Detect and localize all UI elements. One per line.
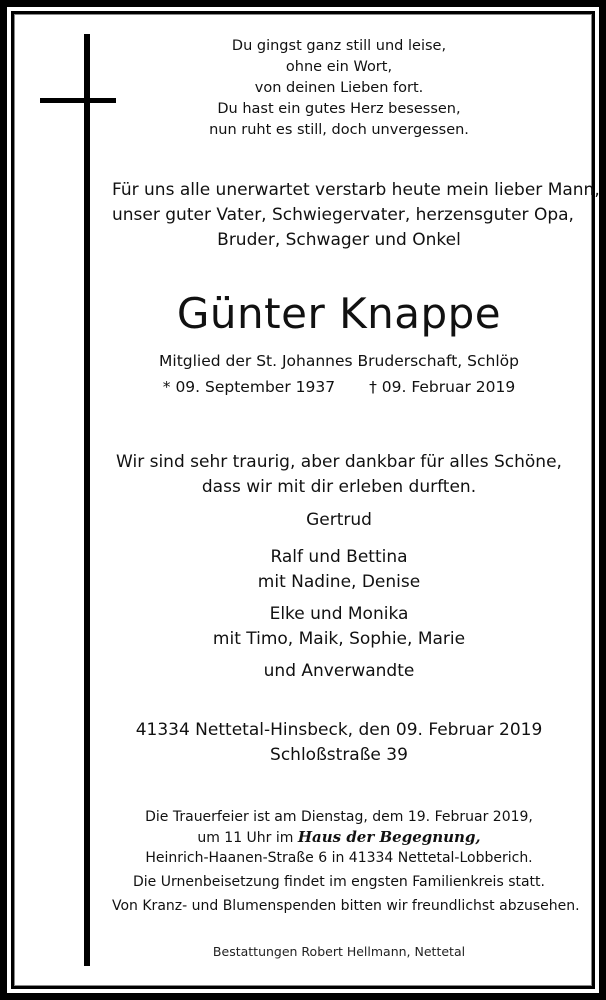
venue-name: Haus der Begegnung, (297, 828, 481, 846)
street-address: Schloßstraße 39 (270, 745, 408, 765)
life-dates (112, 376, 566, 398)
death-announcement (112, 178, 600, 253)
announcement-line: Für uns alle unerwartet verstarb heute mein lieber Mann, (112, 180, 600, 200)
cross-horizontal-bar (40, 98, 116, 103)
location-date: 41334 Nettetal-Hinsbeck, den 09. Februar 2019 (135, 720, 543, 740)
venue-address: Heinrich-Haanen-Straße 6 in 41334 Nettetal-Lobberich. (145, 850, 533, 866)
mourner-line: mit Timo, Maik, Sophie, Marie (212, 629, 466, 649)
mourner-line: Gertrud (306, 510, 372, 530)
mourner-group (112, 602, 566, 652)
mourners-list (112, 508, 566, 691)
mourner-line: Ralf und Bettina (270, 547, 408, 567)
funeral-service-info (112, 807, 580, 916)
membership: Mitglied der St. Johannes Bruderschaft, Schlöp (159, 352, 519, 370)
birth-date: * 09. September 1937 (162, 378, 336, 396)
gratitude-line: dass wir mit dir erleben durften. (201, 477, 477, 497)
service-date: Die Trauerfeier ist am Dienstag, dem 19. Februar 2019, (145, 809, 533, 825)
undertaker-credit: Bestattungen Robert Hellmann, Nettetal (212, 944, 466, 959)
poem-line: von deinen Lieben fort. (254, 80, 424, 96)
poem-line: ohne ein Wort, (285, 59, 393, 75)
mourner-group (112, 508, 566, 533)
service-time-venue (112, 827, 566, 848)
deceased-name: Günter Knappe (176, 289, 502, 338)
death-date: † 09. Februar 2019 (369, 378, 516, 396)
mourner-line: Elke und Monika (269, 604, 409, 624)
cross-vertical-bar (84, 34, 90, 966)
mourner-group (112, 545, 566, 595)
flowers-note: Von Kranz- und Blumenspenden bitten wir freundlichst abzusehen. (112, 898, 580, 914)
announcement-line: Bruder, Schwager und Onkel (217, 230, 461, 250)
announcement-line: unser guter Vater, Schwiegervater, herzensguter Opa, (112, 205, 574, 225)
place-and-date (112, 718, 566, 768)
mourner-line: mit Nadine, Denise (257, 572, 421, 592)
service-time: um 11 Uhr im (197, 830, 298, 846)
poem-line: nun ruht es still, doch unvergessen. (209, 122, 469, 138)
mourner-group (112, 659, 566, 684)
burial-note: Die Urnenbeisetzung findet im engsten Familienkreis statt. (132, 874, 545, 890)
gratitude-line: Wir sind sehr traurig, aber dankbar für alles Schöne, (116, 452, 562, 472)
poem-line: Du gingst ganz still und leise, (231, 38, 447, 54)
gratitude-text (112, 450, 566, 500)
mourner-line: und Anverwandte (263, 661, 415, 681)
poem-line: Du hast ein gutes Herz besessen, (217, 101, 461, 117)
poem (112, 36, 566, 141)
